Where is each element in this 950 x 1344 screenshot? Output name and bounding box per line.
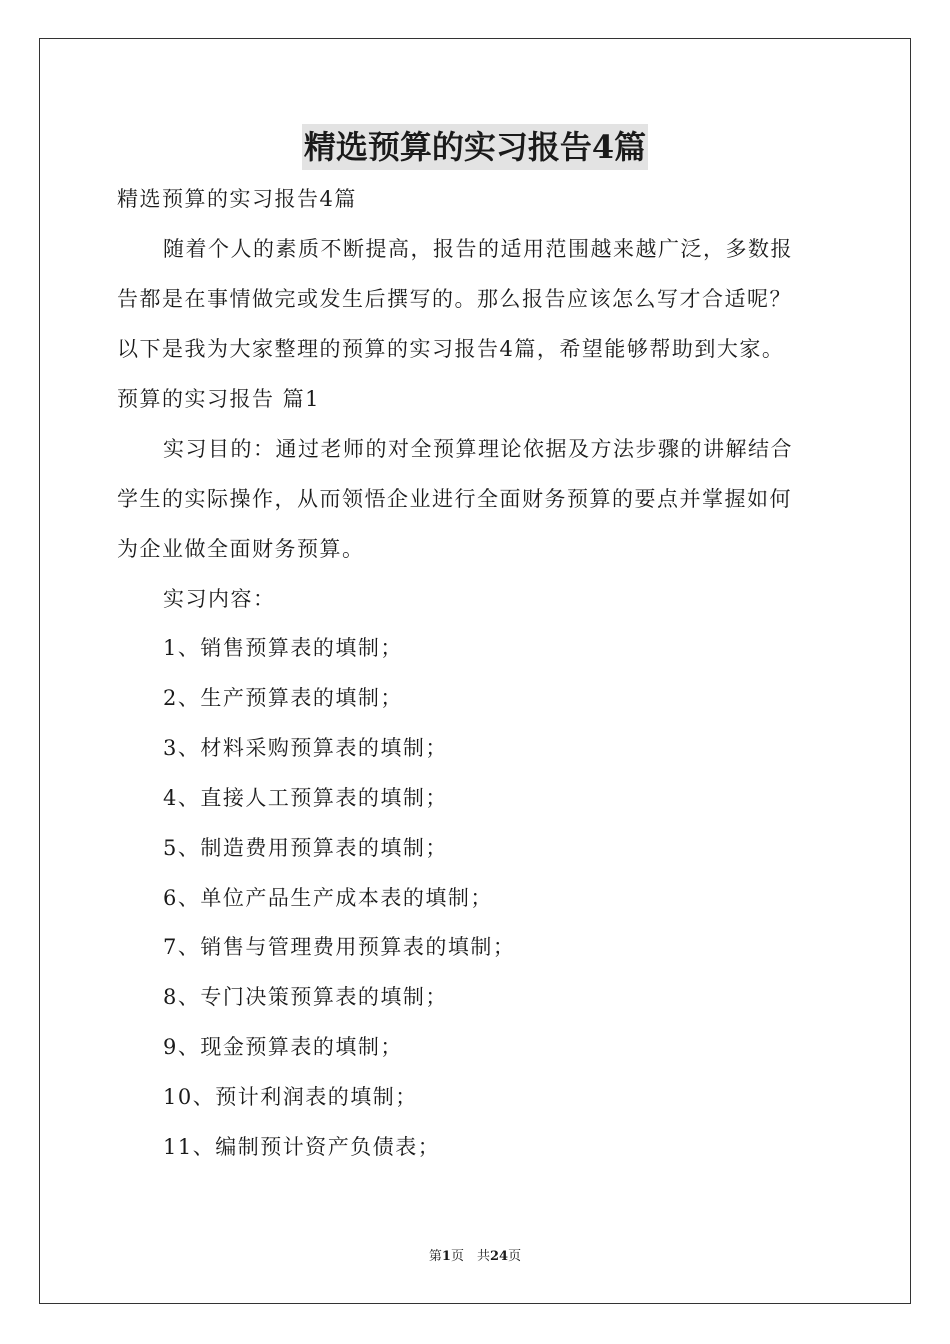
list-item: 2、生产预算表的填制； xyxy=(163,686,403,710)
content-label: 实习内容： xyxy=(163,587,276,611)
page-footer xyxy=(0,1248,950,1266)
list-item: 9、现金预算表的填制； xyxy=(163,1035,403,1059)
list-item: 5、制造费用预算表的填制； xyxy=(163,836,448,860)
footer-mid: 页 共 xyxy=(450,1249,490,1264)
document-title: 精选预算的实习报告4篇 xyxy=(302,124,648,170)
intro-line-1: 随着个人的素质不断提高，报告的适用范围越来越广泛，多数报 xyxy=(163,237,793,261)
page-border xyxy=(39,38,911,1304)
footer-current-page: 1 xyxy=(441,1249,451,1264)
purpose-line-2: 学生的实际操作，从而领悟企业进行全面财务预算的要点并掌握如何 xyxy=(117,487,792,511)
intro-line-2: 告都是在事情做完或发生后撰写的。那么报告应该怎么写才合适呢？ xyxy=(117,287,792,311)
list-item: 7、销售与管理费用预算表的填制； xyxy=(163,935,516,959)
list-item: 1、销售预算表的填制； xyxy=(163,636,403,660)
document-subtitle: 精选预算的实习报告4篇 xyxy=(117,187,357,211)
footer-suffix: 页 xyxy=(508,1249,522,1264)
list-item: 3、材料采购预算表的填制； xyxy=(163,736,448,760)
list-item: 11、编制预计资产负债表； xyxy=(163,1135,441,1159)
purpose-line-1: 实习目的：通过老师的对全预算理论依据及方法步骤的讲解结合 xyxy=(163,437,793,461)
list-item: 8、专门决策预算表的填制； xyxy=(163,985,448,1009)
footer-total-pages: 24 xyxy=(489,1249,509,1264)
footer-prefix: 第 xyxy=(428,1249,442,1264)
list-item: 4、直接人工预算表的填制； xyxy=(163,786,448,810)
list-item: 10、预计利润表的填制； xyxy=(163,1085,418,1109)
title-container xyxy=(0,124,950,170)
section-heading: 预算的实习报告 篇1 xyxy=(117,387,321,411)
intro-line-3: 以下是我为大家整理的预算的实习报告4篇，希望能够帮助到大家。 xyxy=(117,337,785,361)
purpose-line-3: 为企业做全面财务预算。 xyxy=(117,537,365,561)
list-item: 6、单位产品生产成本表的填制； xyxy=(163,886,493,910)
